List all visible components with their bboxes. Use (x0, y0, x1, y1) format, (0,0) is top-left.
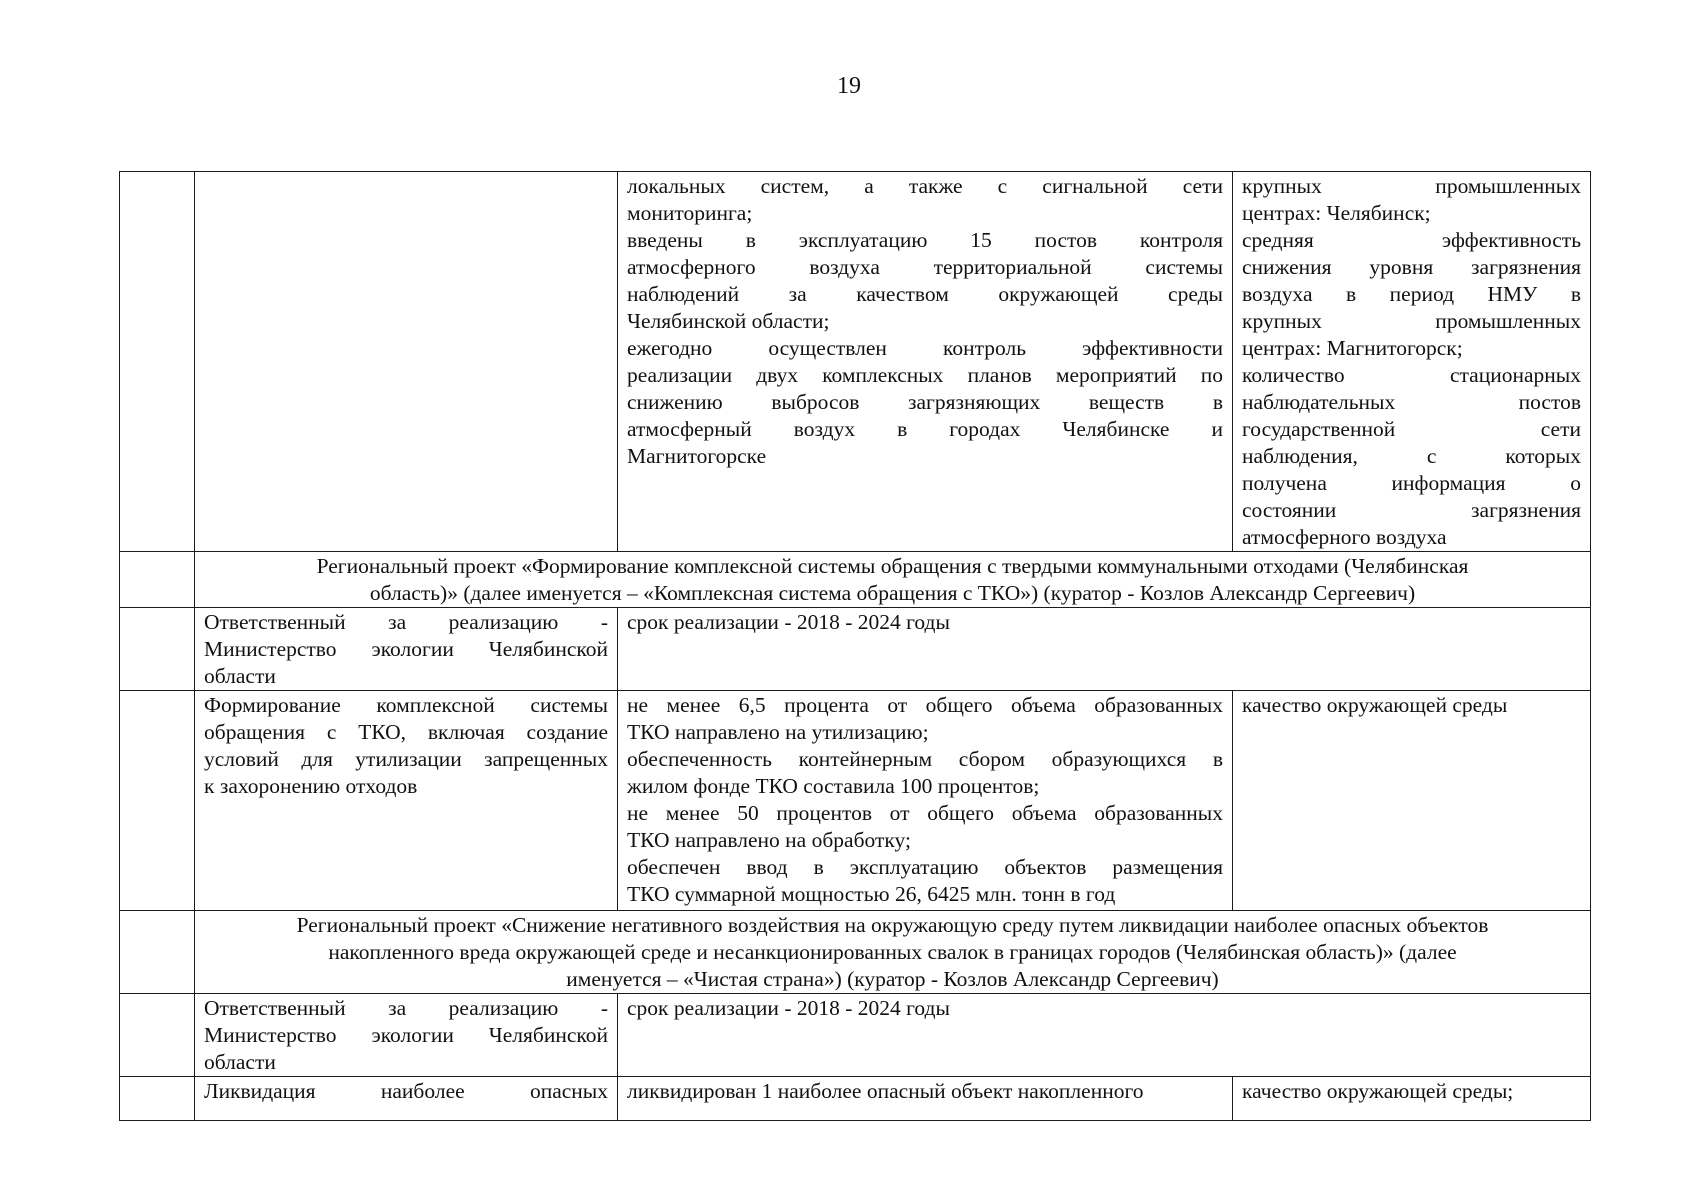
table-row-air-monitoring (120, 172, 1591, 552)
text-line: Челябинской области; (627, 309, 830, 333)
text-line: атмосферного воздуха (1242, 525, 1447, 549)
text-line: снижению выбросов загрязняющих веществ в (627, 390, 1223, 414)
text-line: атмосферный воздух в городах Челябинске и (627, 417, 1223, 441)
responsible-row (120, 994, 1591, 1077)
project-title (195, 552, 1591, 608)
text-line: ТКО суммарной мощностью 26, 6425 млн. тонн в год (627, 882, 1116, 906)
text-line: наблюдений за качеством окружающей среды (627, 282, 1223, 306)
text-line: воздуха в период НМУ в (1242, 282, 1581, 306)
text-line: Формирование комплексной системы (204, 693, 608, 717)
text-line: именуется – «Чистая страна») (куратор - Козлов Александр Сергеевич) (566, 967, 1219, 991)
text-line: введены в эксплуатацию 15 постов контроля (627, 228, 1223, 252)
table-row-tko-system (120, 691, 1591, 911)
text-line: состоянии загрязнения (1242, 498, 1581, 522)
text-line: Ответственный за реализацию - (204, 996, 608, 1020)
text-line: область)» (далее именуется – «Комплексная система обращения с ТКО») (куратор - Козлов Александр Сергеевич) (369, 581, 1416, 605)
text-line: обеспеченность контейнерным сбором образующихся в (627, 747, 1223, 771)
results-cell (618, 172, 1233, 552)
text-line: наблюдения, с которых (1242, 444, 1581, 468)
text-line: центрах: Магнитогорск; (1242, 336, 1463, 360)
number-cell (120, 994, 195, 1077)
text-line: не менее 50 процентов от общего объема образованных (627, 801, 1223, 825)
text-line: локальных систем, а также с сигнальной сети (627, 174, 1223, 198)
number-cell (120, 172, 195, 552)
indicator-cell (1233, 172, 1591, 552)
results-cell (618, 1077, 1233, 1121)
text-line: ТКО направлено на обработку; (627, 828, 911, 852)
text-line: реализации двух комплексных планов мероприятий по (627, 363, 1223, 387)
text-line: к захоронению отходов (204, 774, 418, 798)
measures-table (119, 171, 1591, 1121)
results-cell (618, 691, 1233, 911)
text-line: наблюдательных постов (1242, 390, 1581, 414)
text-line: Министерство экологии Челябинской (204, 1023, 608, 1047)
text-line: государственной сети (1242, 417, 1581, 441)
responsible-row (120, 608, 1591, 691)
responsible-cell (195, 608, 618, 691)
text-line: Региональный проект «Формирование комплексной системы обращения с твердыми коммунальными отходами (Челябинская (316, 554, 1469, 578)
number-cell (120, 911, 195, 994)
text-line: количество стационарных (1242, 363, 1581, 387)
text-line: Министерство экологии Челябинской (204, 637, 608, 661)
indicator-cell: качество окружающей среды (1233, 691, 1591, 911)
text-line: области (204, 664, 276, 688)
project-header-row (120, 552, 1591, 608)
number-cell (120, 691, 195, 911)
text-line: центрах: Челябинск; (1242, 201, 1431, 225)
text-line: обращения с ТКО, включая создание (204, 720, 608, 744)
text-line: крупных промышленных (1242, 174, 1581, 198)
text-line: жилом фонде ТКО составила 100 процентов; (627, 774, 1040, 798)
responsible-cell (195, 994, 618, 1077)
task-cell (195, 1077, 618, 1121)
text-line: ТКО направлено на утилизацию; (627, 720, 929, 744)
number-cell (120, 552, 195, 608)
text-line: средняя эффективность (1242, 228, 1581, 252)
text-line: обеспечен ввод в эксплуатацию объектов размещения (627, 855, 1223, 879)
text-line: мониторинга; (627, 201, 753, 225)
indicator-cell: качество окружающей среды; (1233, 1077, 1591, 1121)
number-cell (120, 1077, 195, 1121)
project-title (195, 911, 1591, 994)
period-cell: срок реализации - 2018 - 2024 годы (618, 608, 1591, 691)
page-number: 19 (837, 73, 861, 99)
text-line: Магнитогорске (627, 444, 767, 468)
project-header-row (120, 911, 1591, 994)
text-line: крупных промышленных (1242, 309, 1581, 333)
period-cell: срок реализации - 2018 - 2024 годы (618, 994, 1591, 1077)
text-line: ликвидирован 1 наиболее опасный объект накопленного (627, 1079, 1144, 1103)
text-line: условий для утилизации запрещенных (204, 747, 608, 771)
text-line: Ликвидация наиболее опасных (204, 1079, 608, 1103)
text-line: Региональный проект «Снижение негативного воздействия на окружающую среду путем ликвидации наиболее опасных объектов (296, 913, 1489, 937)
text-line: не менее 6,5 процента от общего объема образованных (627, 693, 1223, 717)
text-line: снижения уровня загрязнения (1242, 255, 1581, 279)
text-line: области (204, 1050, 276, 1074)
table-row-hazard-liquidation (120, 1077, 1591, 1121)
text-line: накопленного вреда окружающей среде и несанкционированных свалок в границах городов (Челябинская область)» (далее (328, 940, 1457, 964)
text-line: Ответственный за реализацию - (204, 610, 608, 634)
text-line: атмосферного воздуха территориальной системы (627, 255, 1223, 279)
task-cell (195, 691, 618, 911)
task-cell (195, 172, 618, 552)
text-line: получена информация о (1242, 471, 1581, 495)
number-cell (120, 608, 195, 691)
text-line: ежегодно осуществлен контроль эффективности (627, 336, 1223, 360)
